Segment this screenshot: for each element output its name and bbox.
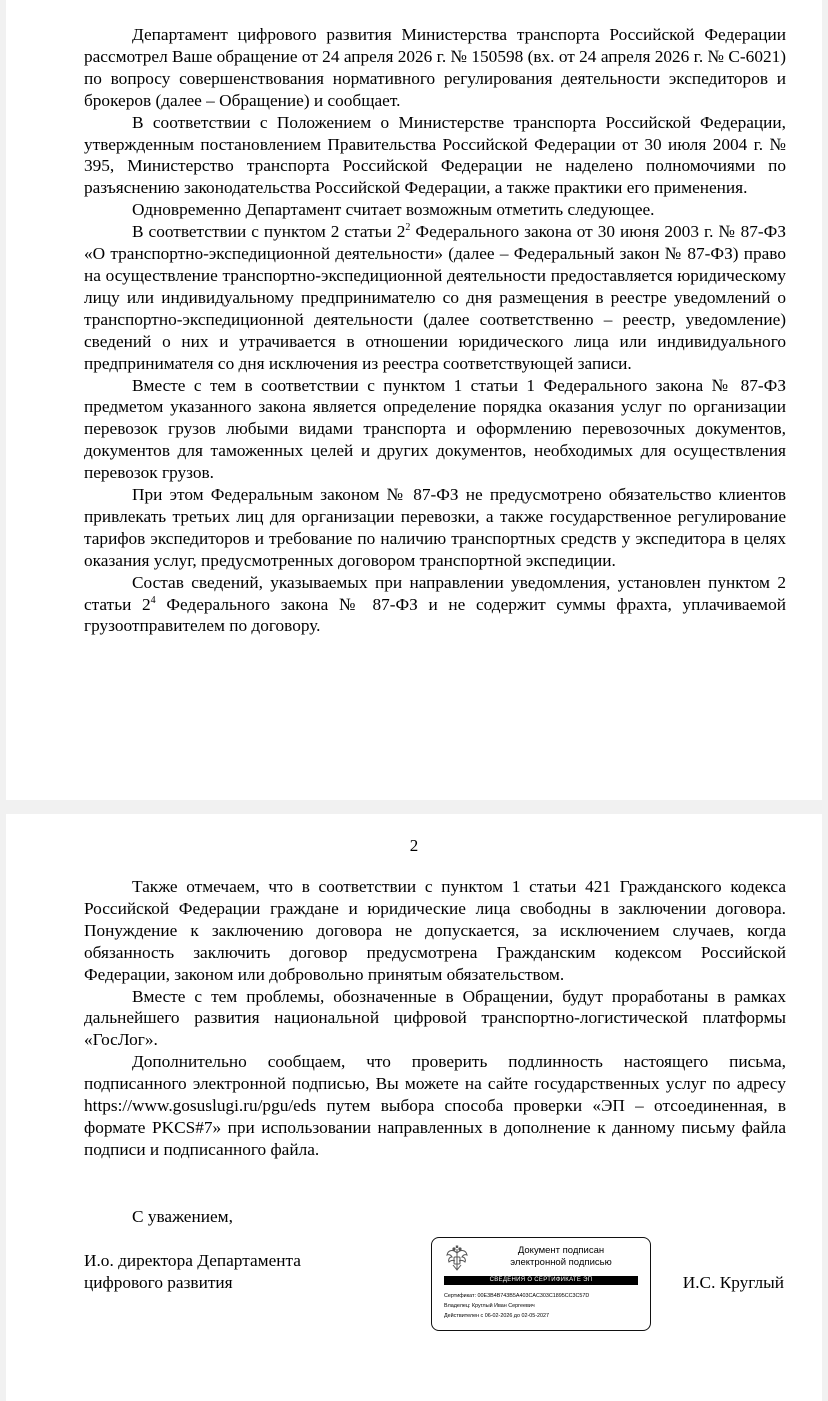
stamp-certificate-number: Сертификат: 00E3B4B743B5A403CAC303C1895CC3C57D (444, 1293, 590, 1299)
text-segment: Федерального закона от 30 июня 2003 г. № 87-ФЗ «О транспортно-экспедиционной деятельности» (далее – Федеральный закон № 87-ФЗ) право на осуществление транспортно-экспедиционной деятельности предоставляется юридическому лицу или индивидуальному предпринимателю со дня размещения в реестре уведомлений о транспортно-экспедиционной деятельности (далее соответственно – реестр, уведомление) сведений о них и утрачивается в отношении юридического лица или индивидуального предпринимателя со дня исключения из реестра соответствующей записи. (84, 222, 786, 373)
paragraph: При этом Федеральным законом № 87-ФЗ не предусмотрено обязательство клиентов привлекать третьих лиц для организации перевозки, а также государственное регулирование тарифов экспедиторов и требование по наличию транспортных средств у экспедитора в целях оказания услуг, предусмотренных договором транспортной экспедиции. (84, 485, 786, 570)
paragraph: Также отмечаем, что в соответствии с пунктом 1 статьи 421 Гражданского кодекса Российской Федерации граждане и юридические лица свободны в заключении договора. Понуждение к заключению договора не допускается, за исключением случаев, когда обязанность заключить договор предусмотрена Гражданским кодексом Российской Федерации, законом или добровольно принятым обязательством. (84, 877, 786, 984)
paragraph: Одновременно Департамент считает возможным отметить следующее. (132, 200, 655, 220)
signer-title (84, 1250, 384, 1294)
text-segment: Федерального закона № 87-ФЗ и не содержит суммы фрахта, уплачиваемой грузоотправителем по договору. (84, 594, 786, 636)
superscript: 4 (150, 594, 156, 606)
closing-salutation: С уважением, (132, 1207, 233, 1226)
stamp-owner: Владелец: Круглый Иван Сергеевич (444, 1303, 535, 1309)
superscript: 2 (405, 222, 411, 234)
paragraph-article-2-2 (84, 221, 786, 374)
page-2-body (84, 876, 786, 1161)
coat-of-arms-icon (444, 1245, 470, 1273)
signer-title-line: цифрового развития (84, 1273, 233, 1292)
signer-title-line: И.о. директора Департамента (84, 1251, 301, 1270)
letter-page-1 (6, 0, 822, 800)
text-segment: В соответствии с пунктом 2 статьи 2 (132, 222, 406, 242)
letter-page-2 (6, 814, 822, 1401)
page-1-body (84, 24, 786, 637)
stamp-title-line: Документ подписан (517, 1245, 605, 1256)
stamp-title (476, 1245, 646, 1269)
paragraph: В соответствии с Положением о Министерстве транспорта Российской Федерации, утвержденным постановлением Правительства Российской Федерации от 30 июля 2004 г. № 395, Министерство транспорта Российской Федерации не наделено полномочиями по разъяснению законодательства Российской Федерации, а также практики его применения. (84, 112, 786, 198)
paragraph: Вместе с тем проблемы, обозначенные в Обращении, будут проработаны в рамках дальнейшего развития национальной цифровой транспортно-логистической платформы «ГосЛог». (84, 986, 786, 1050)
stamp-certificate-header: СВЕДЕНИЯ О СЕРТИФИКАТЕ ЭП (444, 1276, 638, 1285)
signer-name: И.С. Круглый (682, 1273, 784, 1292)
electronic-signature-stamp (431, 1237, 651, 1331)
text-segment: Состав сведений, указываемых при направлении уведомления, установлен пунктом 2 статьи 2 (84, 572, 786, 614)
page-number: 2 (409, 836, 419, 855)
paragraph: Вместе с тем в соответствии с пунктом 1 статьи 1 Федерального закона № 87-ФЗ предметом указанного закона является определение порядка оказания услуг по организации перевозок грузов любыми видами транспорта и оформлению перевозочных документов, документов для таможенных целей и других документов, необходимых для осуществления перевозок грузов. (84, 375, 786, 483)
paragraph: Дополнительно сообщаем, что проверить подлинность настоящего письма, подписанного электронной подписью, Вы можете на сайте государственных услуг по адресу https://www.gosuslugi.ru/pgu/eds путем выбора способа проверки «ЭП – отсоединенная, в формате PKCS#7» при использовании направленных в дополнение к данному письму файла подписи и подписанного файла. (84, 1052, 786, 1159)
paragraph-article-2-4 (84, 572, 786, 638)
closing-block (84, 1206, 786, 1228)
paragraph: Департамент цифрового развития Министерства транспорта Российской Федерации рассмотрел Ваше обращение от 24 апреля 2026 г. № 150598 (вх. от 24 апреля 2026 г. № С-6021) по вопросу совершенствования нормативного регулирования деятельности экспедиторов и брокеров (далее – Обращение) и сообщает. (84, 25, 786, 110)
stamp-validity: Действителен с 06-02-2026 до 02-05-2027 (444, 1313, 550, 1319)
stamp-certificate-details (444, 1291, 644, 1321)
stamp-title-line: электронной подписью (510, 1257, 612, 1268)
